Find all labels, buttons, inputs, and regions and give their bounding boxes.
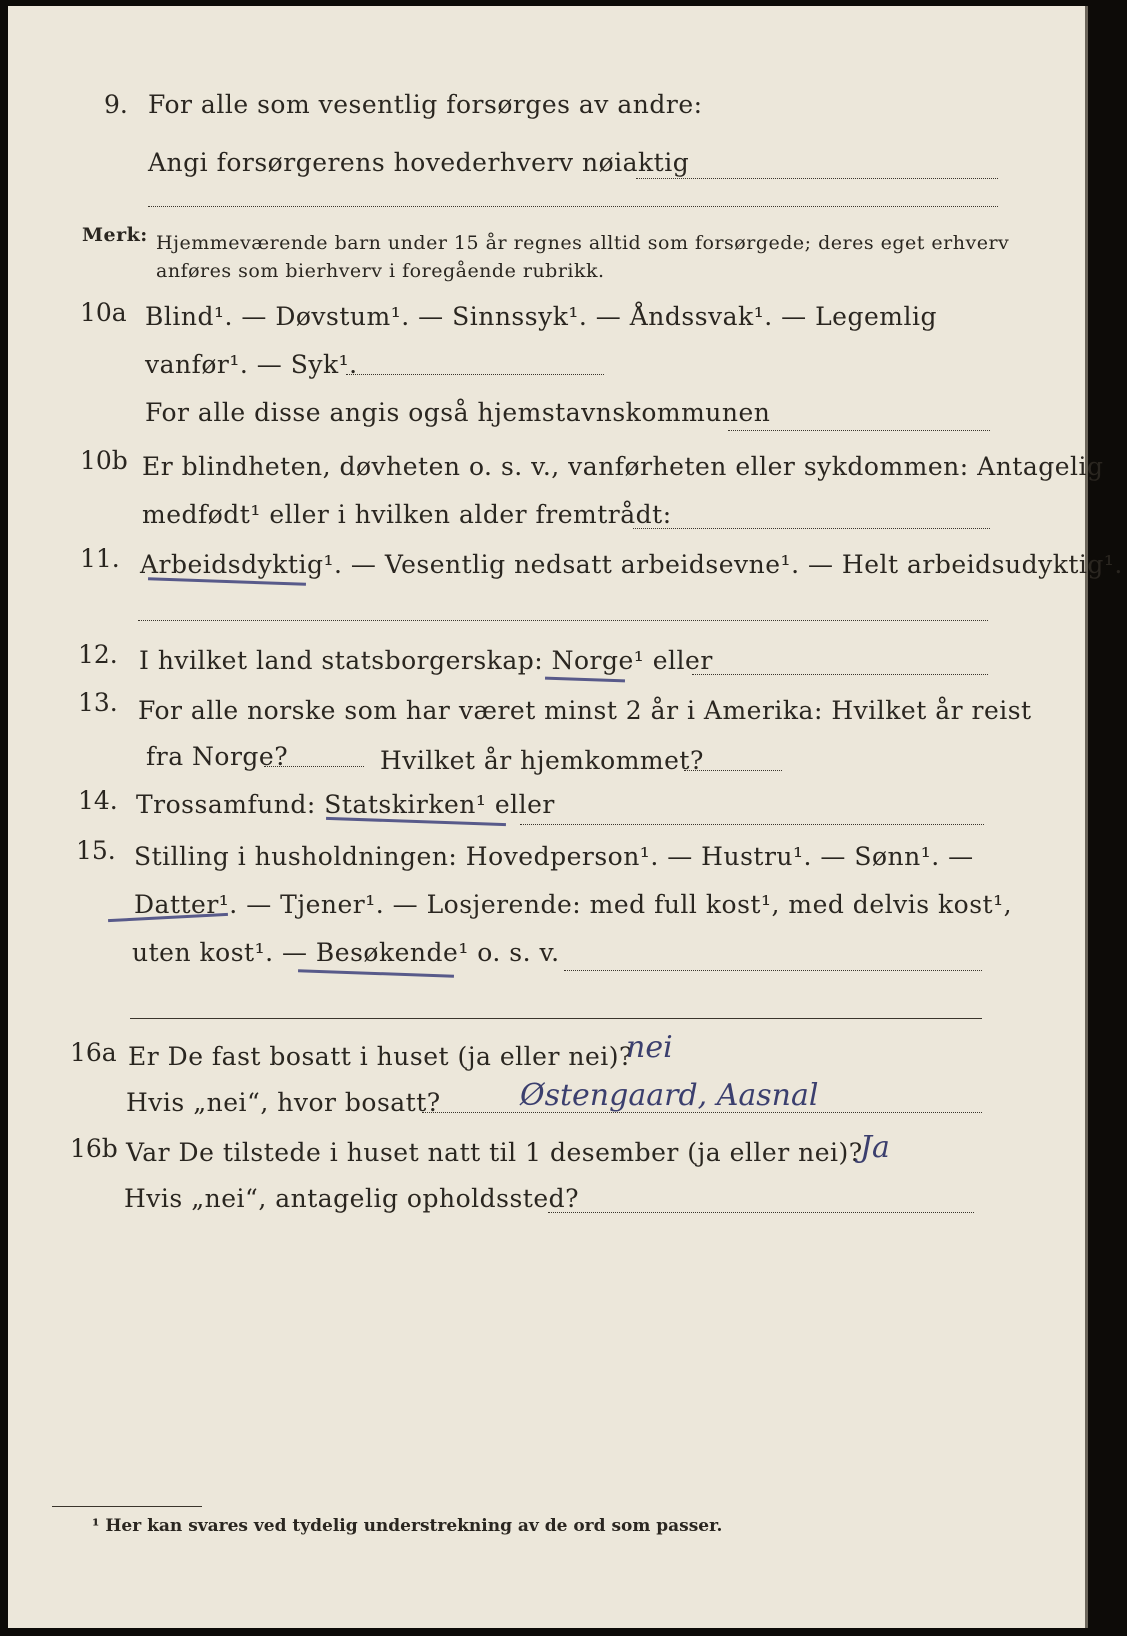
q16b-line1: Var De tilstede i huset natt til 1 desember (ja eller nei)? (126, 1138, 863, 1167)
q16b-handwritten-answer1: Ja (860, 1130, 890, 1165)
census-form-page (8, 6, 1123, 1628)
q12-handwritten-underline (545, 677, 625, 683)
q15-number: 15. (76, 836, 116, 865)
q11-extra-line (138, 620, 988, 621)
q9-answer-line (636, 178, 998, 179)
q10a-line3: For alle disse angis også hjemstavnskommunen (145, 398, 771, 427)
q10a-home-line (728, 430, 990, 431)
q13-line1: For alle norske som har været minst 2 år i Amerika: Hvilket år reist (138, 696, 1032, 725)
q13-line2b: Hvilket år hjemkommet? (380, 746, 704, 775)
q13-returned-line (684, 770, 782, 771)
q13-line2a: fra Norge? (146, 742, 289, 771)
q16a-line1: Er De fast bosatt i huset (ja eller nei)? (128, 1042, 633, 1071)
q16a-line2: Hvis „nei“, hvor bosatt? (126, 1088, 441, 1117)
q11-line1: Arbeidsdyktig¹. — Vesentlig nedsatt arbeidsevne¹. — Helt arbeidsudyktig¹. (140, 550, 1123, 579)
q9-line1: For alle som vesentlig forsørges av andre: (148, 90, 703, 119)
q12-answer-line (692, 674, 988, 675)
q9-line2: Angi forsørgerens hovederhverv nøiaktig (148, 148, 690, 177)
q15-line3: uten kost¹. — Besøkende¹ o. s. v. (132, 938, 560, 967)
q10a-sick-line (346, 374, 604, 375)
q10b-answer-line (633, 528, 990, 529)
q9-extra-line (148, 206, 998, 207)
footnote-rule (52, 1506, 202, 1507)
q14-number: 14. (78, 786, 118, 815)
merk-label: Merk: (82, 224, 148, 246)
q16a-handwritten-answer1: nei (626, 1030, 673, 1065)
q13-left-line (264, 766, 364, 767)
q16b-number: 16b (70, 1134, 118, 1163)
q15-answer-line (564, 970, 982, 971)
q16a-handwritten-answer2: Østengaard, Aasnal (520, 1078, 819, 1113)
q14-answer-line (520, 824, 984, 825)
q15-line1: Stilling i husholdningen: Hovedperson¹. — Hustru¹. — Sønn¹. — (134, 842, 974, 871)
q16b-line2: Hvis „nei“, antagelig opholdssted? (124, 1184, 580, 1213)
merk-line2: anføres som bierhverv i foregående rubrikk. (156, 260, 605, 282)
q15-extra-line (130, 1018, 982, 1019)
q10a-line2: vanfør¹. — Syk¹. (145, 350, 358, 379)
q10b-line1: Er blindheten, døvheten o. s. v., vanførheten eller sykdommen: Antagelig (142, 452, 1104, 481)
q10a-line1: Blind¹. — Døvstum¹. — Sinnssyk¹. — Åndssvak¹. — Legemlig (145, 302, 937, 331)
q11-number: 11. (80, 544, 120, 573)
q14-line1: Trossamfund: Statskirken¹ eller (136, 790, 555, 819)
q15-handwritten-underline (298, 969, 454, 977)
q10a-number: 10a (80, 298, 127, 327)
merk-line1: Hjemmeværende barn under 15 år regnes alltid som forsørgede; deres eget erhverv (156, 232, 1010, 254)
q16a-number: 16a (70, 1038, 117, 1067)
q16b-answer-line (548, 1212, 974, 1213)
q13-number: 13. (78, 688, 118, 717)
q10b-number: 10b (80, 446, 128, 475)
q9-number: 9. (104, 90, 128, 119)
q12-number: 12. (78, 640, 118, 669)
q15-line2: Datter¹. — Tjener¹. — Losjerende: med full kost¹, med delvis kost¹, (134, 890, 1013, 919)
footnote: ¹ Her kan svares ved tydelig understrekning av de ord som passer. (92, 1516, 723, 1536)
q12-line1: I hvilket land statsborgerskap: Norge¹ eller (139, 646, 713, 675)
q10b-line2: medfødt¹ eller i hvilken alder fremtrådt: (142, 500, 672, 529)
